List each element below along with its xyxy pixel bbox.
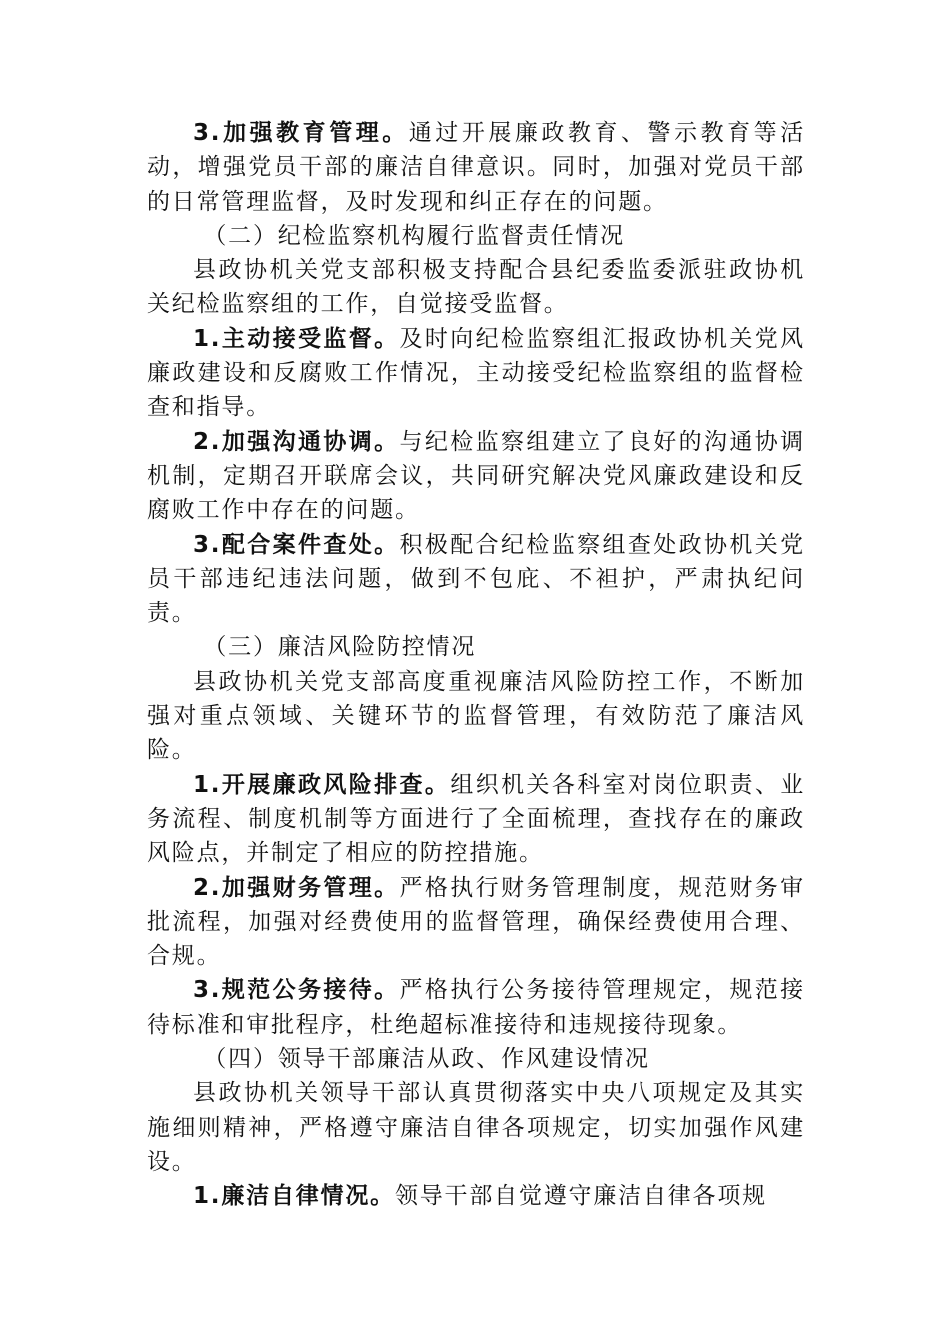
paragraph-official-reception: [147, 973, 805, 1042]
paragraph-lead: 3.规范公务接待。: [193, 977, 400, 1004]
paragraph-text: 与纪检监察组建立了良好的沟通协调机制，定期召开联席会议，共同研究解决党风廉政建设和反腐败工作中存在的问题。: [147, 428, 805, 524]
section-heading-4: （四）领导干部廉洁从政、作风建设情况: [203, 1046, 650, 1073]
paragraph-education-management: [147, 116, 805, 219]
paragraph-intro-leadership: [147, 1076, 805, 1179]
paragraph-text: 严格执行财务管理制度，规范财务审批流程，加强对经费使用的监督管理，确保经费使用合理、合规。: [147, 874, 805, 970]
paragraph-text: 组织机关各科室对岗位职责、业务流程、制度机制等方面进行了全面梳理，查找存在的廉政风险点，并制定了相应的防控措施。: [147, 771, 806, 867]
paragraph-text: 领导干部自觉遵守廉洁自律各项规: [394, 1183, 767, 1210]
paragraph-text: 通过开展廉政教育、警示教育等活动，增强党员干部的廉洁自律意识。同时，加强对党员干部的日常管理监督，及时发现和纠正存在的问题。: [147, 120, 805, 215]
paragraph-lead: 1.主动接受监督。: [193, 325, 400, 352]
paragraph-communication: [147, 425, 805, 528]
paragraph-lead: 1.开展廉政风险排查。: [193, 771, 451, 798]
paragraph-text: 及时向纪检监察组汇报政协机关党风廉政建设和反腐败工作情况，主动接受纪检监察组的监督检查和指导。: [147, 325, 805, 421]
paragraph-text: 县政协机关领导干部认真贯彻落实中央八项规定及其实施细则精神，严格遵守廉洁自律各项规定，切实加强作风建设。: [147, 1080, 805, 1175]
paragraph-accept-supervision: [147, 322, 805, 425]
paragraph-lead: 3.加强教育管理。: [193, 120, 409, 146]
paragraph-lead: 3.配合案件查处。: [193, 531, 400, 558]
paragraph-risk-screening: [147, 768, 805, 871]
document-body: [147, 116, 805, 1214]
section-heading-3: （三）廉洁风险防控情况: [203, 634, 477, 661]
paragraph-lead: 2.加强沟通协调。: [193, 428, 400, 455]
paragraph-case-handling: [147, 528, 805, 631]
paragraph-text: 严格执行公务接待管理规定，规范接待标准和审批程序，杜绝超标准接待和违规接待现象。: [147, 977, 805, 1038]
paragraph-intro-supervision: [147, 253, 805, 322]
paragraph-lead: 1.廉洁自律情况。: [193, 1183, 395, 1210]
paragraph-text: 县政协机关党支部高度重视廉洁风险防控工作，不断加强对重点领域、关键环节的监督管理，有效防范了廉洁风险。: [147, 668, 805, 764]
paragraph-self-discipline: [147, 1179, 805, 1213]
paragraph-financial-management: [147, 871, 805, 974]
paragraph-text: 县政协机关党支部积极支持配合县纪委监委派驻政协机关纪检监察组的工作，自觉接受监督。: [147, 257, 805, 318]
paragraph-intro-risk-control: [147, 665, 805, 768]
section-heading-2: （二）纪检监察机构履行监督责任情况: [203, 222, 625, 249]
paragraph-text: 积极配合纪检监察组查处政协机关党员干部违纪违法问题，做到不包庇、不袒护，严肃执纪问责。: [147, 531, 805, 627]
paragraph-lead: 2.加强财务管理。: [193, 874, 400, 901]
